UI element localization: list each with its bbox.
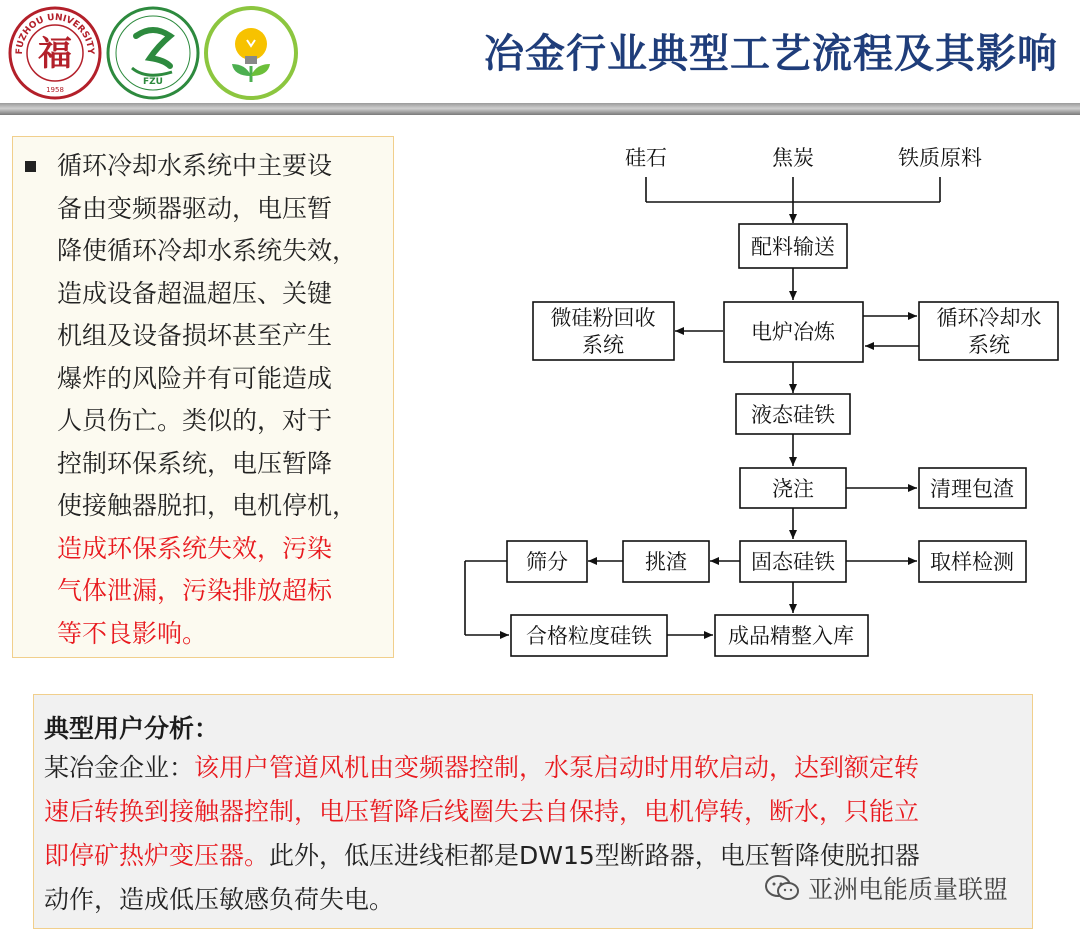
analysis-title: 典型用户分析：	[44, 714, 220, 743]
process-flowchart	[440, 130, 1070, 670]
watermark-text: 亚洲电能质量联盟	[807, 875, 1008, 904]
analysis-line: 动作，造成低压敏感负荷失电。	[44, 885, 395, 914]
label-casting: 浇注	[772, 477, 814, 501]
input-label-coke: 焦炭	[772, 146, 814, 170]
label-solid-ferrosilicon: 固态硅铁	[751, 550, 835, 574]
paragraph-line: 爆炸的风险并有可能造成	[57, 363, 333, 393]
label-dust-recovery-1: 微硅粉回收	[550, 306, 656, 330]
fuzhou-university-seal	[8, 6, 102, 100]
label-cooling-water-2: 系统	[968, 333, 1010, 357]
label-finished-storage: 成品精整入库	[728, 624, 854, 648]
label-furnace: 电炉冶炼	[751, 320, 835, 344]
fzu-text: FZU	[143, 77, 163, 87]
analysis-line	[44, 746, 1019, 790]
label-liquid-ferrosilicon: 液态硅铁	[751, 403, 835, 427]
label-cooling-water-1: 循环冷却水	[936, 306, 1042, 330]
analysis-line-highlight: 速后转换到接触器控制，电压暂降后线圈失去自保持，电机停转，断水，只能立	[44, 797, 920, 826]
seal-arc-text: FUZHOU UNIVERSITY	[14, 12, 96, 55]
label-screening: 筛分	[526, 550, 568, 574]
analysis-highlight: 该用户管道风机由变频器控制，水泵启动时用软启动，达到额定转	[194, 753, 920, 782]
paragraph-line: 降使循环冷却水系统失效，	[57, 236, 358, 265]
paragraph-line: 造成设备超温超压、关键	[57, 278, 333, 308]
seal-center-char: 福	[38, 34, 72, 74]
lightbulb-logo	[204, 6, 298, 100]
page-title: 冶金行业典型工艺流程及其影响	[484, 31, 1058, 77]
left-paragraph	[57, 145, 387, 655]
paragraph-line: 备由变频器驱动，电压暂	[57, 193, 333, 223]
watermark	[764, 870, 1008, 906]
wechat-icon	[764, 874, 800, 902]
paragraph-line: 循环冷却水系统中主要设	[57, 151, 333, 180]
input-label-iron: 铁质原料	[898, 146, 982, 170]
user-analysis-panel	[33, 694, 1033, 929]
header-divider	[0, 103, 1080, 115]
paragraph-line: 机组及设备损坏甚至产生	[57, 321, 333, 350]
paragraph-line: 人员伤亡。类似的，对于	[57, 406, 333, 435]
paragraph-line-highlight: 等不良影响。	[57, 618, 208, 648]
label-slag-picking: 挑渣	[645, 550, 687, 574]
paragraph-line-highlight: 造成环保系统失效，污染	[57, 533, 333, 563]
left-text-panel	[12, 136, 394, 658]
paragraph-line-highlight: 气体泄漏，污染排放超标	[57, 576, 333, 605]
analysis-prefix: 某冶金企业：	[44, 753, 195, 782]
label-ladle-cleaning: 清理包渣	[930, 477, 1014, 501]
analysis-highlight: 即停矿热炉变压器。	[44, 841, 270, 870]
fzu-center-logo	[106, 6, 200, 100]
seal-year: 1958	[46, 86, 64, 94]
paragraph-line: 使接触器脱扣，电机停机，	[57, 491, 358, 520]
paragraph-line: 控制环保系统，电压暂降	[57, 448, 333, 478]
label-batching: 配料输送	[751, 235, 835, 259]
input-label-silica: 硅石	[625, 146, 667, 170]
label-dust-recovery-2: 系统	[582, 333, 624, 357]
square-bullet-icon	[25, 161, 36, 172]
analysis-text: 此外，低压进线柜都是DW15型断路器，电压暂降使脱扣器	[269, 841, 920, 870]
label-sampling: 取样检测	[930, 550, 1014, 574]
label-qualified-size: 合格粒度硅铁	[526, 624, 652, 648]
